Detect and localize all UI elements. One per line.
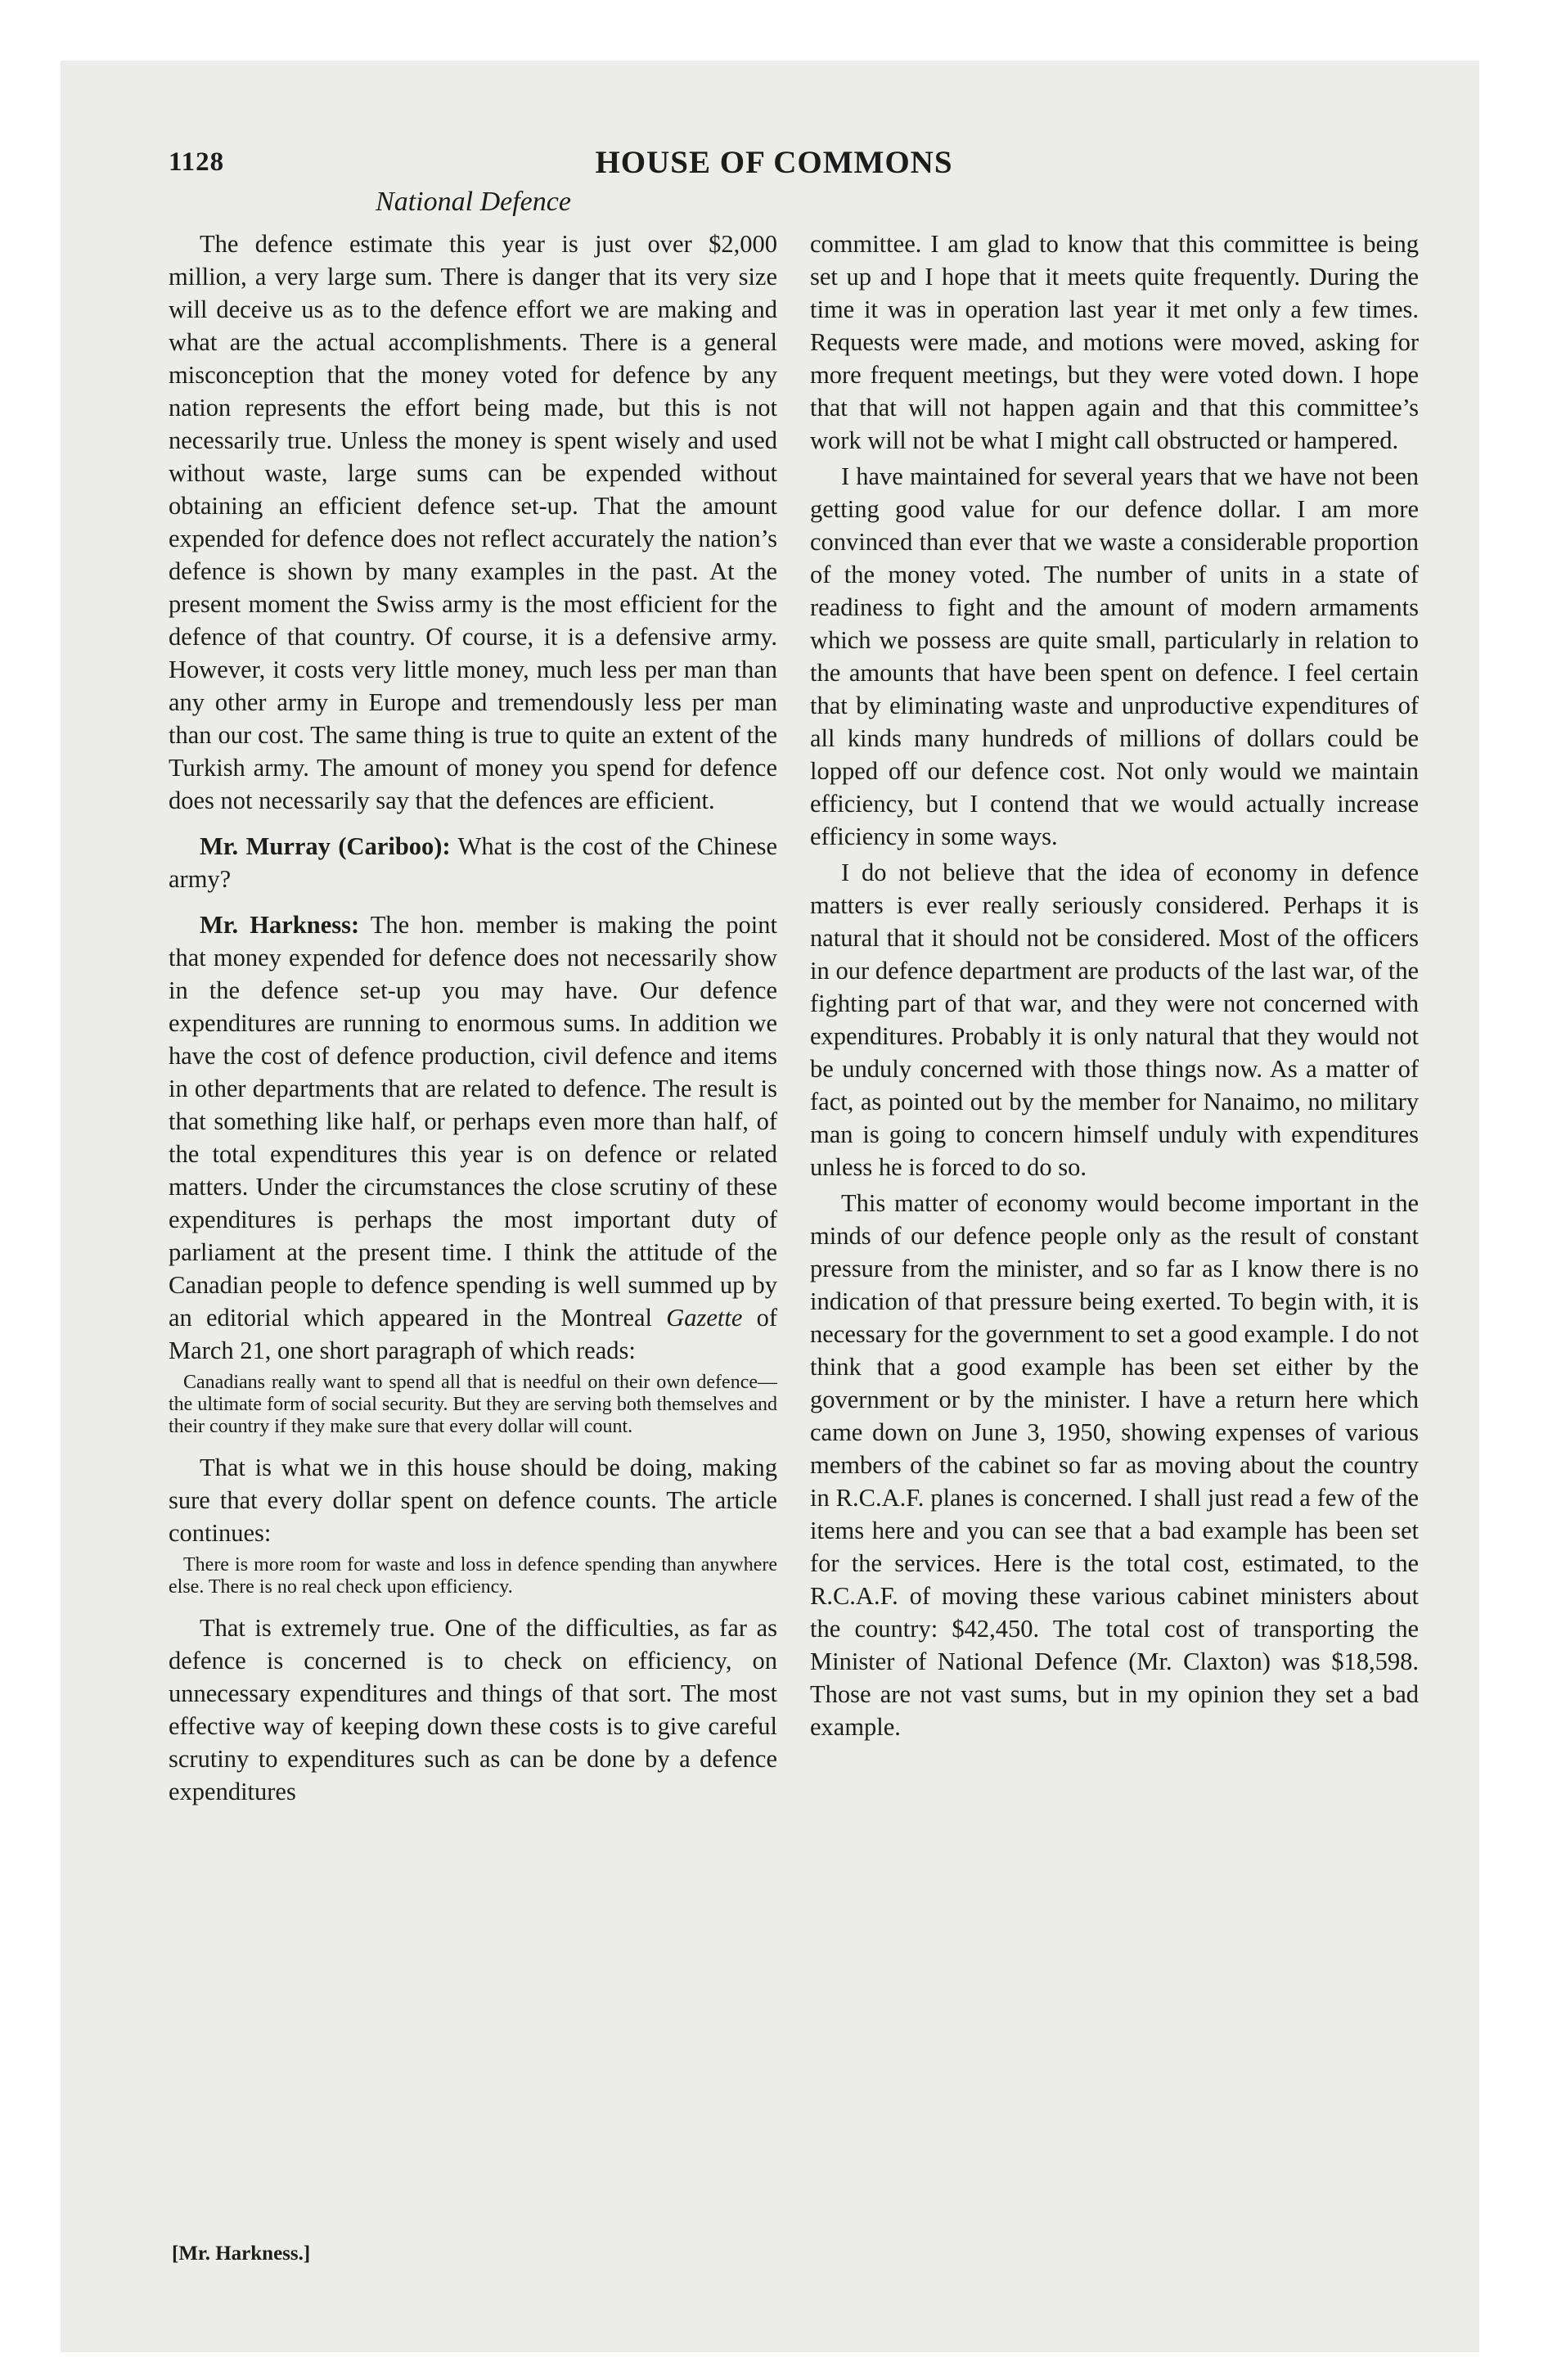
left-paragraph-1: The defence estimate this year is just over $2,000 million, a very large sum. There is danger that its very size will deceive us as to the defence effort we are making and what are the actual accomplishments. There is a general misconception that the money voted for defence by any nation represents the effort being made, but this is not necessarily true. Unless the money is spent wisely and used without waste, large sums can be expended without obtaining an efficient defence set-up. That the amount expended for defence does not reflect accurately the nation’s defence is shown by many examples in the past. At the present moment the Swiss army is the most efficient for the defence of that country. Of course, it is a defensive army. However, it costs very little money, much less per man than any other army in Europe and tremendously less per man than our cost. The same thing is true to quite an extent of the Turkish army. The amount of money you spend for defence does not necessarily say that the defences are efficient. xyxy=(169,230,777,814)
running-head: HOUSE OF COMMONS xyxy=(595,145,953,180)
right-paragraph-3: I do not believe that the idea of economy in defence matters is ever really seriously considered. Perhaps it is natural that it should not be considered. Most of the officers in our defence department are products of the last war, of the fighting part of that war, and they were not concerned with expenditures. Probably it is only natural that they would not be unduly concerned with those things now. As a matter of fact, as pointed out by the member for Nanaimo, no military man is going to concern himself unduly with expenditures unless he is forced to do so. xyxy=(810,859,1419,1181)
harkness-text-end: of March 21, one short paragraph of which reads: xyxy=(169,1304,777,1364)
right-column xyxy=(810,228,1419,1747)
left-paragraph-5: That is extremely true. One of the difficulties, as far as defence is concerned is to check on efficiency, on unnecessary expenditures and things of that sort. The most effective way of keeping down these costs is to give careful scrutiny to expenditures such as can be done by a defence expenditures xyxy=(169,1614,777,1805)
left-paragraph-4: That is what we in this house should be doing, making sure that every dollar spent on defence counts. The article continues: xyxy=(169,1454,777,1547)
left-paragraph-harkness xyxy=(169,908,777,1367)
page-number: 1128 xyxy=(169,147,225,177)
block-quote-1: Canadians really want to spend all that is needful on their own defence—the ultimate form of social security. But they are serving both themselves and their country if they make sure that every dollar will count. xyxy=(169,1372,777,1437)
speaker-murray: Mr. Murray (Cariboo): xyxy=(200,832,451,860)
footer-speaker: [Mr. Harkness.] xyxy=(172,2243,311,2265)
page-header xyxy=(169,144,1379,185)
block-quote-2: There is more room for waste and loss in defence spending than anywhere else. There is no real check upon efficiency. xyxy=(169,1554,777,1598)
murray-text: What is the cost of the Chinese army? xyxy=(169,832,778,893)
harkness-text: The hon. member is making the point that money expended for defence does not necessarily show in the defence set-up you may have. Our defence expenditures are running to enormous sums. In addition we have the cost of defence production, civil defence and items in other departments that are related to defence. The result is that something like half, or perhaps even more than half, of the total expenditures this year is on defence or related matters. Under the circumstances the close scrutiny of these expenditures is perhaps the most important duty of parliament at the present time. I think the attitude of the Canadian people to defence spending is well summed up by an editorial which appeared in the Montreal xyxy=(169,911,777,1332)
right-paragraph-4: This matter of economy would become important in the minds of our defence people only as the result of constant pressure from the minister, and so far as I know there is no indication of that pressure being exerted. To begin with, it is necessary for the government to set a good example. I do not think that a good example has been set either by the government or by the minister. I have a return here which came down on June 3, 1950, showing expenses of various members of the cabinet so far as moving about the country in R.C.A.F. planes is concerned. I shall just read a few of the items here and you can see that a bad example has been set for the services. Here is the total cost, estimated, to the R.C.A.F. of moving these various cabinet ministers about the country: $42,450. The total cost of transporting the Minister of National Defence (Mr. Claxton) was $18,598. Those are not vast sums, but in my opinion they set a bad example. xyxy=(810,1189,1419,1741)
newspaper-title: Gazette xyxy=(666,1304,743,1332)
right-paragraph-1: committee. I am glad to know that this committee is being set up and I hope that it meets quite frequently. During the time it was in operation last year it met only a few times. Requests were made, and motions were moved, asking for more frequent meetings, but they were voted down. I hope that that will not happen again and that this committee’s work will not be what I might call obstructed or hampered. xyxy=(810,230,1419,454)
section-title: National Defence xyxy=(376,187,571,217)
left-column xyxy=(169,228,777,1811)
right-paragraph-2: I have maintained for several years that we have not been getting good value for our defence dollar. I am more convinced than ever that we waste a considerable proportion of the money voted. The number of units in a state of readiness to fight and the amount of modern armaments which we possess are quite small, particularly in relation to the amounts that have been spent on defence. I feel certain that by eliminating waste and unproductive expenditures of all kinds many hundreds of millions of dollars could be lopped off our defence cost. Not only would we maintain efficiency, but I contend that we would actually increase efficiency in some ways. xyxy=(810,462,1419,850)
speaker-harkness: Mr. Harkness: xyxy=(200,911,360,939)
left-paragraph-murray xyxy=(169,830,777,895)
